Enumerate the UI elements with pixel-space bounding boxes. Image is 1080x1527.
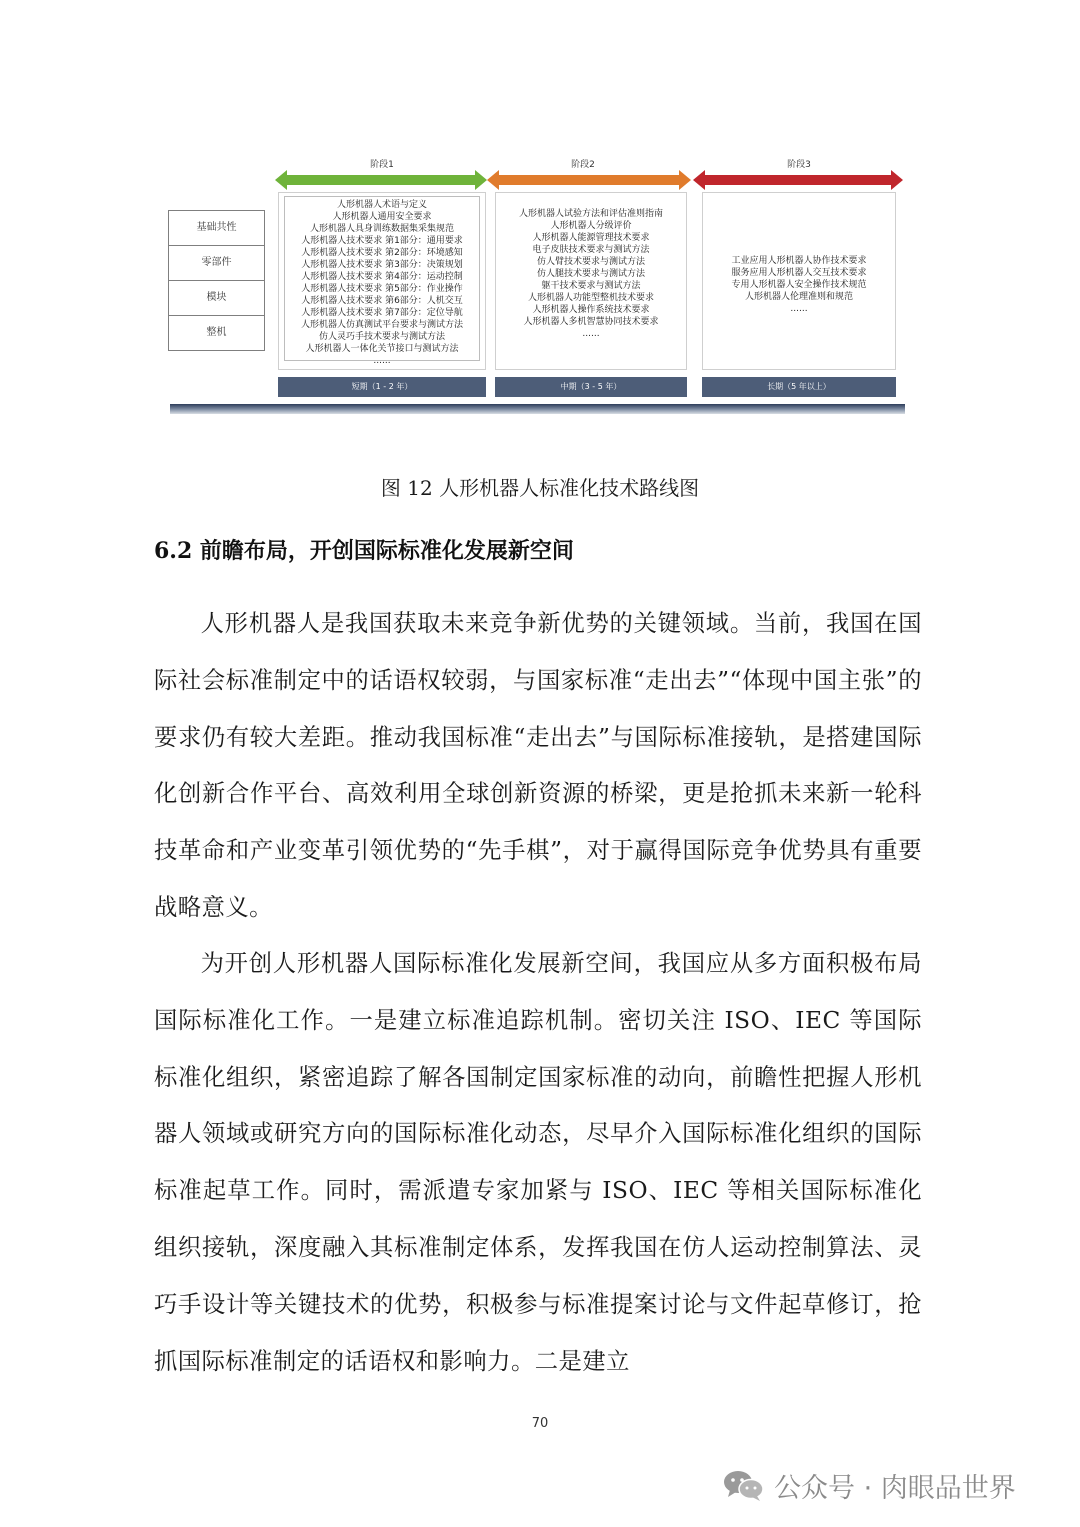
stage-3-title: 阶段3	[787, 160, 811, 170]
paragraph: 为开创人形机器人国际标准化发展新空间，我国应从多方面积极布局国际标准化工作。一是建立标准追踪机制。密切关注 ISO、IEC 等国际标准化组织，紧密追踪了解各国制定国家标准的动向，前瞻性把握人形机器人领域或研究方向的国际标准化动态，尽早介入国际标准化组织的国际标准起草工作。同时，需派遣专家加紧与 ISO、IEC 等相关国际标准化组织接轨，深度融入其标准制定体系，发挥我国在仿人运动控制算法、灵巧手设计等关键技术的优势，积极参与标准提案讨论与文件起草修订，抢抓国际标准制定的话语权和影响力。二是建立	[154, 950, 922, 1375]
category-table	[168, 210, 265, 351]
stage-2-period: 中期（3 - 5 年）	[495, 377, 687, 397]
category-cell: 整机	[206, 327, 227, 338]
page-number: 70	[531, 1416, 549, 1431]
category-cell: 零部件	[169, 246, 264, 281]
stage-item: 人形机器人试验方法和评估准则指南	[518, 209, 663, 219]
stage-1-list	[285, 197, 479, 367]
stage-2-box	[495, 192, 687, 370]
stage-1-title: 阶段1	[370, 160, 394, 170]
stage-item: 人形机器人技术要求 第2部分：环境感知	[301, 248, 463, 258]
stage-item: 人形机器人仿真测试平台要求与测试方法	[300, 320, 463, 330]
stage-3-box	[702, 192, 896, 370]
stage-item: 人形机器人功能型整机技术要求	[527, 293, 654, 303]
stage-item: 人形机器人伦理准则和规范	[744, 292, 853, 302]
stage-item: 人形机器人分级评价	[550, 221, 632, 231]
stage-2-list	[496, 193, 686, 340]
stage-1-inner-frame	[284, 196, 480, 366]
roadmap-figure	[160, 150, 920, 425]
stage-item: 人形机器人通用安全要求	[332, 212, 432, 222]
stage-item: 人形机器人多机智慧协同技术要求	[523, 317, 659, 327]
stage-item: 人形机器人技术要求 第5部分：作业操作	[301, 284, 463, 294]
stage-item: 电子皮肤技术要求与测试方法	[532, 245, 650, 255]
stage-2-arrow	[487, 170, 691, 190]
stage-3-list	[703, 193, 895, 315]
stage-item: 人形机器人能源管理技术要求	[532, 233, 650, 243]
stage-item: 仿人腿技术要求与测试方法	[536, 269, 645, 279]
stage-1-period: 短期（1 - 2 年）	[278, 377, 486, 397]
wechat-icon	[722, 1468, 764, 1502]
paragraph: 人形机器人是我国获取未来竞争新优势的关键领域。当前，我国在国际社会标准制定中的话语权较弱，与国家标准“走出去”“体现中国主张”的要求仍有较大差距。推动我国标准“走出去”与国际标准接轨，是搭建国际化创新合作平台、高效利用全球创新资源的桥梁，更是抢抓未来新一轮科技革命和产业变革引领优势的“先手棋”，对于赢得国际竞争优势具有重要战略意义。	[154, 610, 922, 921]
stage-item: ......	[582, 329, 600, 339]
stage-2-title: 阶段2	[571, 160, 595, 170]
stage-item: 人形机器人技术要求 第7部分：定位导航	[301, 308, 463, 318]
figure-caption: 图 12 人形机器人标准化技术路线图	[380, 476, 700, 500]
stage-item: 人形机器人技术要求 第6部分：人机交互	[301, 296, 463, 306]
stage-item: 仿人灵巧手技术要求与测试方法	[318, 332, 445, 342]
stage-item: ......	[790, 304, 808, 314]
stage-item: ......	[373, 356, 391, 366]
stage-1-arrow	[275, 170, 487, 190]
stage-item: 人形机器人技术要求 第4部分：运动控制	[301, 272, 463, 282]
stage-item: 人形机器人操作系统技术要求	[532, 305, 650, 315]
stage-3-arrow	[693, 170, 903, 190]
stage-item: 仿人臂技术要求与测试方法	[536, 257, 645, 267]
stage-item: 人形机器人技术要求 第1部分：通用要求	[301, 236, 463, 246]
stage-item: 人形机器人术语与定义	[336, 200, 427, 210]
stage-item: 服务应用人形机器人交互技术要求	[731, 268, 867, 278]
stage-item: 人形机器人一体化关节接口与测试方法	[305, 344, 459, 354]
stage-item: 工业应用人形机器人协作技术要求	[731, 256, 867, 266]
stage-item: 人形机器人具身训练数据集采集规范	[309, 224, 454, 234]
stage-3-period: 长期（5 年以上）	[702, 377, 896, 397]
stage-item: 专用人形机器人安全操作技术规范	[731, 280, 867, 290]
stage-item: 人形机器人技术要求 第3部分：决策规划	[301, 260, 463, 270]
stage-1-box	[278, 192, 486, 370]
watermark	[722, 1463, 1016, 1507]
section-title: 6.2 前瞻布局，开创国际标准化发展新空间	[154, 538, 574, 564]
stage-item: 躯干技术要求与测试方法	[541, 281, 641, 291]
category-cell: 基础共性	[169, 211, 264, 246]
category-cell: 模块	[169, 281, 264, 316]
watermark-text: 公众号 · 肉眼品世界	[774, 1472, 1016, 1504]
timeline-base-bar	[170, 404, 905, 414]
